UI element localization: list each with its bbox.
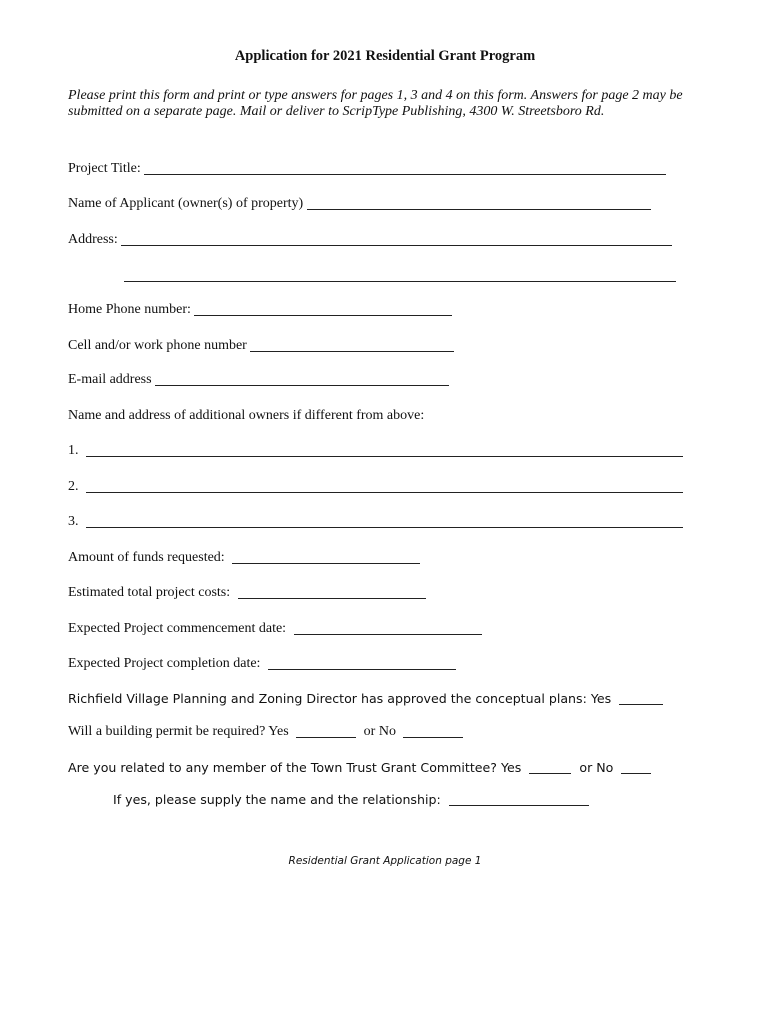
total-costs-row: [68, 584, 426, 602]
permit-row: [68, 723, 463, 741]
home-phone-row: [68, 301, 452, 319]
applicant-row: [68, 195, 651, 213]
completion-field[interactable]: [268, 656, 456, 670]
zoning-yes-field[interactable]: [619, 691, 663, 705]
zoning-label: Richfield Village Planning and Zoning Director has approved the conceptual plans: Yes: [68, 691, 612, 706]
related-followup-label: If yes, please supply the name and the relationship:: [113, 792, 441, 807]
owner-3-field[interactable]: [86, 514, 683, 528]
owner-3-label: 3.: [68, 514, 79, 529]
address-label: Address:: [68, 232, 118, 247]
project-title-row: [68, 160, 666, 178]
page-footer: Residential Grant Application page 1: [288, 855, 482, 867]
owner-2-row: [68, 478, 683, 496]
owner-2-label: 2.: [68, 479, 79, 494]
completion-row: [68, 655, 456, 673]
project-title-label: Project Title:: [68, 161, 141, 176]
related-label: Are you related to any member of the Town Trust Grant Committee? Yes: [68, 760, 522, 775]
additional-owners-label: Name and address of additional owners if different from above:: [68, 408, 425, 423]
completion-label: Expected Project completion date:: [68, 656, 261, 671]
cell-phone-row: [68, 337, 454, 355]
zoning-row: [68, 690, 663, 708]
commencement-row: [68, 620, 482, 638]
email-field[interactable]: [155, 372, 449, 386]
project-title-field[interactable]: [144, 161, 666, 175]
address-row: [68, 231, 672, 249]
amount-label: Amount of funds requested:: [68, 550, 225, 565]
address-field-line-1[interactable]: [121, 232, 672, 246]
owner-1-row: [68, 442, 683, 460]
permit-yes-field[interactable]: [296, 724, 356, 738]
related-yes-field[interactable]: [529, 760, 571, 774]
total-costs-label: Estimated total project costs:: [68, 585, 231, 600]
applicant-label: Name of Applicant (owner(s) of property): [68, 196, 304, 211]
amount-field[interactable]: [232, 550, 420, 564]
commencement-field[interactable]: [294, 621, 482, 635]
related-followup-row: [113, 791, 589, 809]
owner-1-field[interactable]: [86, 443, 683, 457]
form-instructions: Please print this form and print or type answers for pages 1, 3 and 4 on this form. Answers for page 2 may be submitted on a separate page. Mail or deliver to ScripType Publishing, 4300 W. Streetsboro Rd.: [68, 88, 683, 119]
related-row: [68, 759, 651, 777]
total-costs-field[interactable]: [238, 585, 426, 599]
owner-2-field[interactable]: [86, 479, 683, 493]
email-label: E-mail address: [68, 372, 152, 387]
form-title: Application for 2021 Residential Grant Program: [234, 48, 536, 64]
applicant-field[interactable]: [307, 196, 651, 210]
related-followup-field[interactable]: [449, 792, 589, 806]
permit-label: Will a building permit be required? Yes: [68, 724, 289, 739]
related-no-field[interactable]: [621, 760, 651, 774]
commencement-label: Expected Project commencement date:: [68, 621, 287, 636]
owner-1-label: 1.: [68, 443, 79, 458]
permit-or-no-label: or No: [363, 724, 396, 739]
home-phone-field[interactable]: [194, 302, 452, 316]
owner-3-row: [68, 513, 683, 531]
amount-row: [68, 549, 420, 567]
cell-phone-label: Cell and/or work phone number: [68, 338, 247, 353]
permit-no-field[interactable]: [403, 724, 463, 738]
address-field-line-2[interactable]: [124, 268, 676, 282]
cell-phone-field[interactable]: [250, 338, 454, 352]
email-row: [68, 371, 449, 389]
additional-owners-row: [68, 407, 424, 425]
home-phone-label: Home Phone number:: [68, 302, 191, 317]
related-or-no-label: or No: [579, 760, 614, 775]
address-row-2: [124, 267, 676, 285]
